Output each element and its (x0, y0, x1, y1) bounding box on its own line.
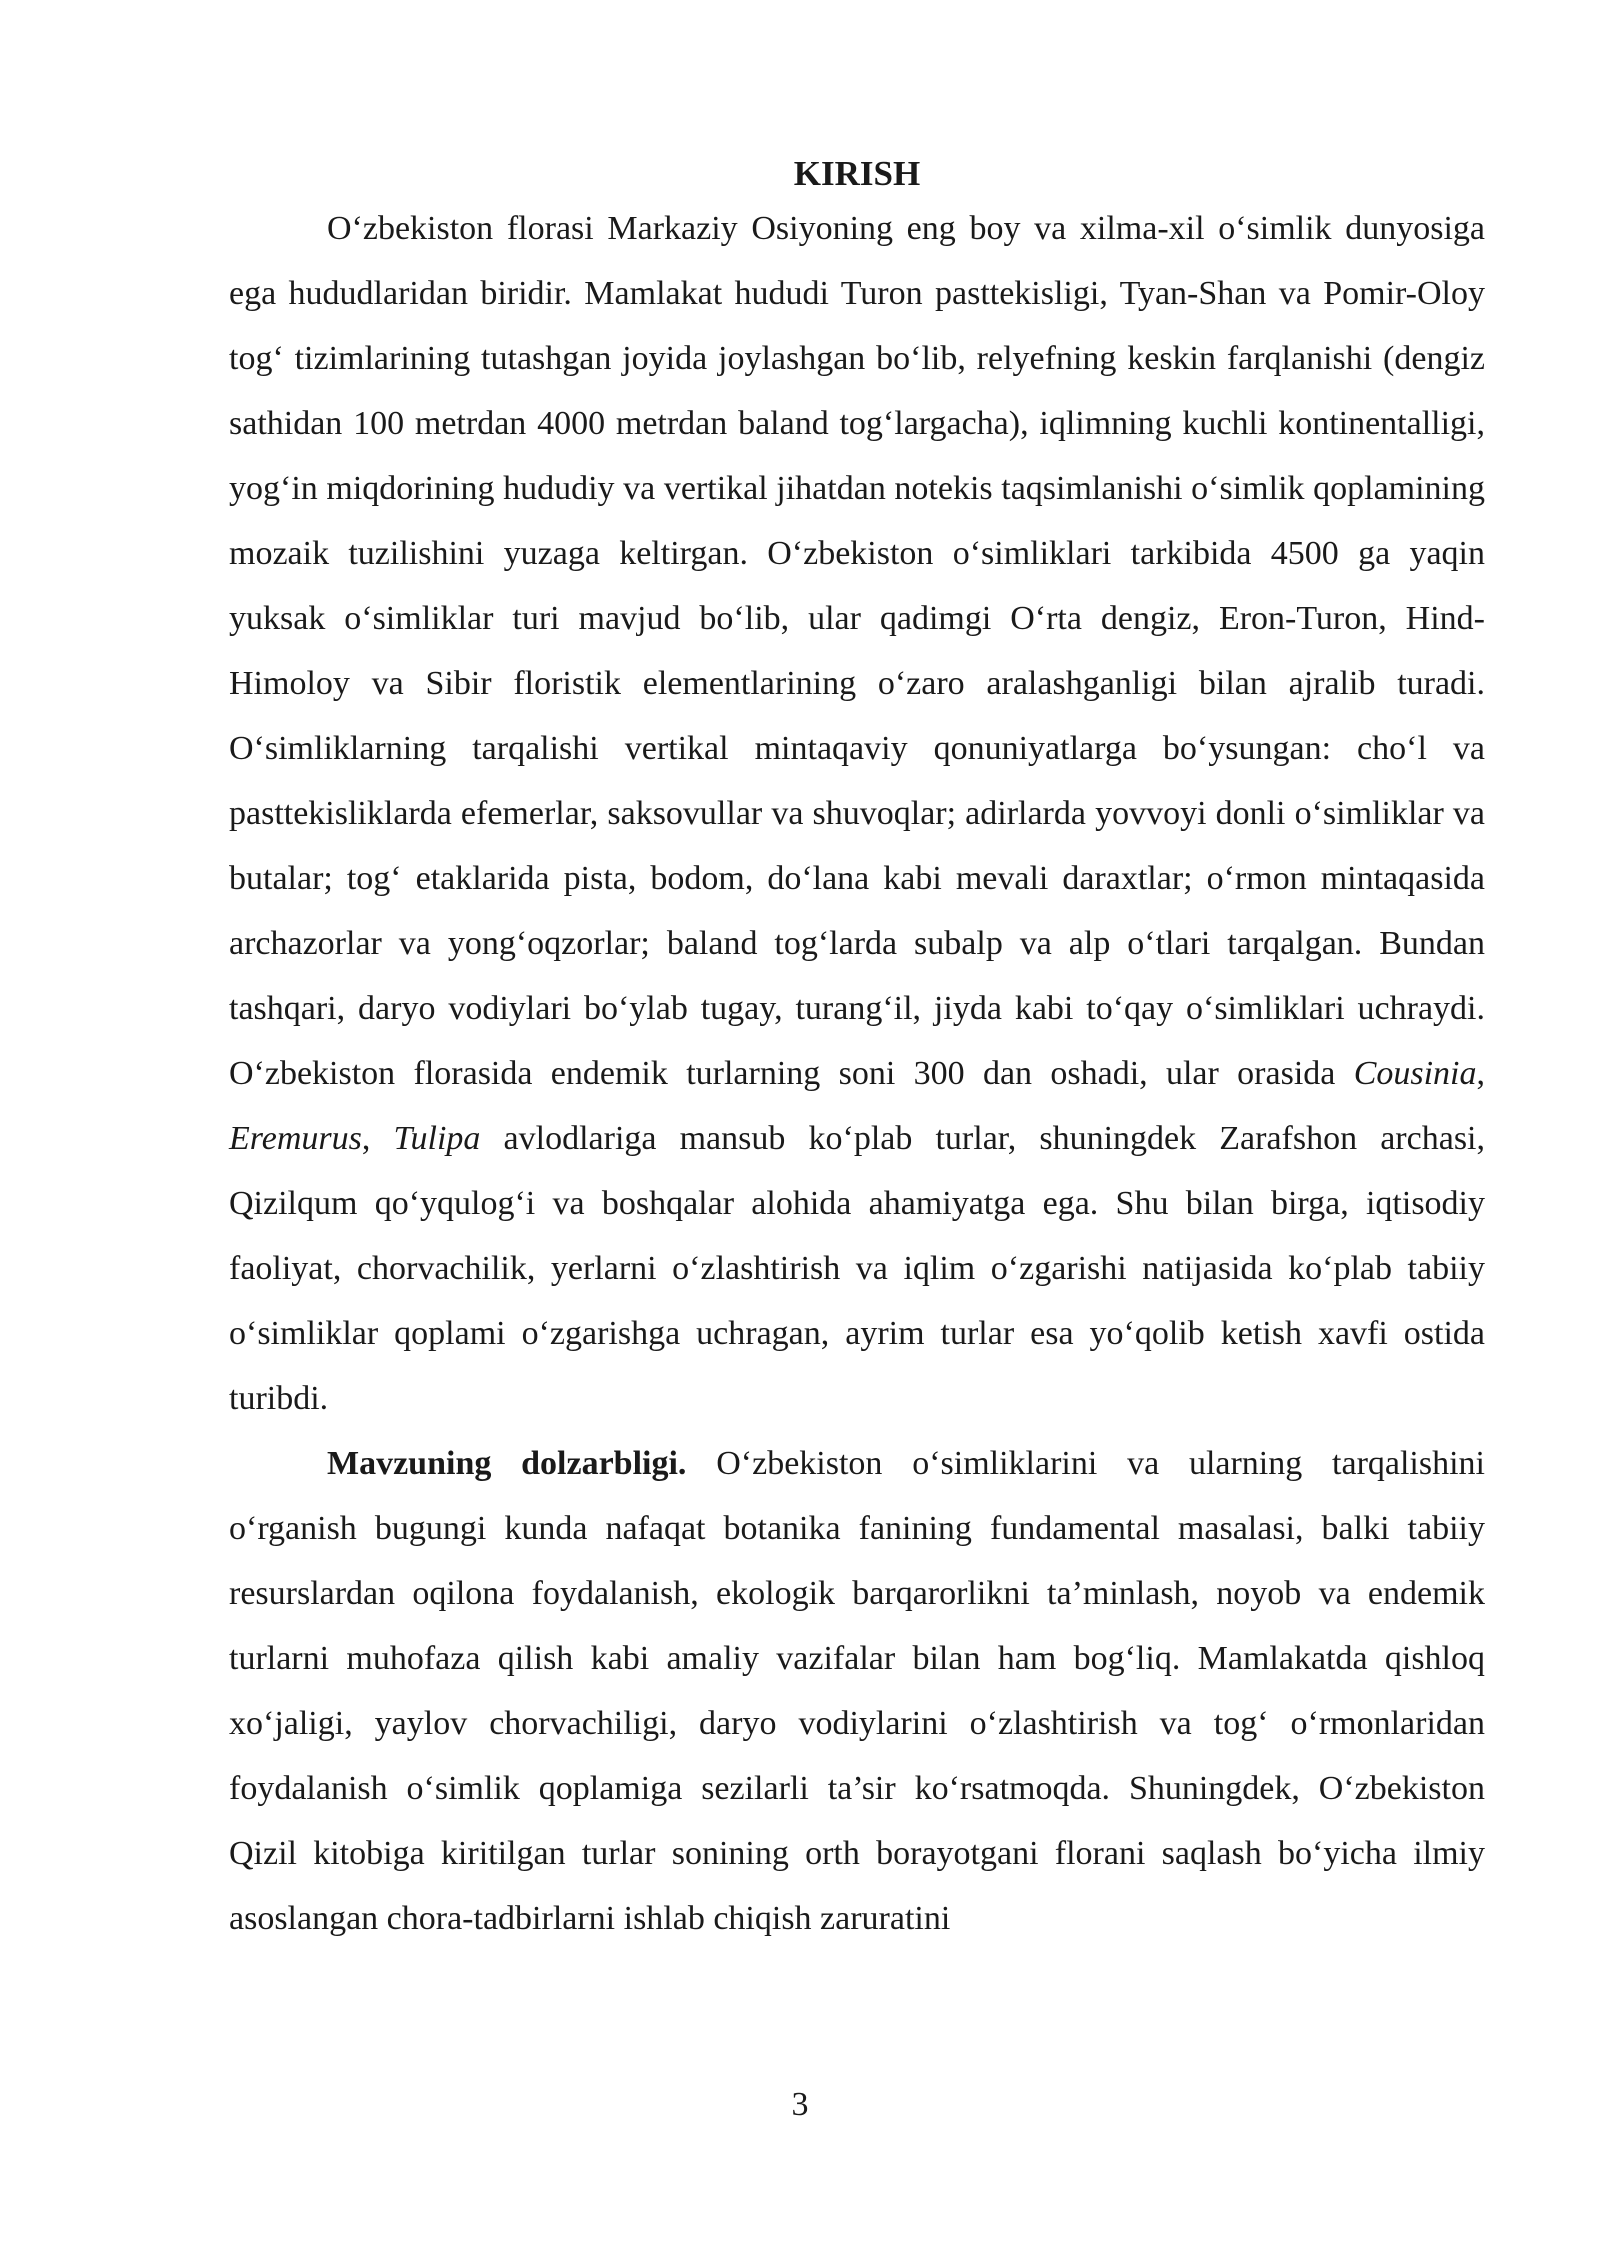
relevance-heading: Mavzuning dolzarbligi. (327, 1445, 687, 1482)
intro-text-end: avlodlariga mansub ko‘plab turlar, shuningdek Zarafshon archasi, Qizilqum qo‘yqulog‘i va boshqalar alohida ahamiyatga ega. Shu bilan birga, iqtisodiy faoliyat, chorvachilik, yerlarni o‘zlashtirish va iqlim o‘zgarishi natijasida ko‘plab tabiiy o‘simliklar qoplami o‘zgarishga uchragan, ayrim turlar esa yo‘qolib ketish xavfi ostida turibdi. (229, 1120, 1485, 1417)
genus-tulipa: Tulipa (393, 1120, 481, 1157)
document-page (229, 152, 1485, 1951)
section-heading: KIRISH (793, 154, 921, 193)
genus-separator: , (1476, 1055, 1485, 1092)
intro-paragraph (229, 196, 1485, 1431)
genus-separator: , (361, 1120, 394, 1157)
intro-text-start: O‘zbekiston florasi Markaziy Osiyoning eng boy va xilma-xil o‘simlik dunyosiga ega hududlaridan biridir. Mamlakat hududi Turon pasttekisligi, Tyan-Shan va Pomir-Oloy tog‘ tizimlarining tutashgan joyida joylashgan bo‘lib, relyefning keskin farqlanishi (dengiz sathidan 100 metrdan 4000 metrdan baland tog‘largacha), iqlimning kuchli kontinentalligi, yog‘in miqdorining hududiy va vertikal jihatdan notekis taqsimlanishi o‘simlik qoplamining mozaik tuzilishini yuzaga keltirgan. O‘zbekiston o‘simliklari tarkibida 4500 ga yaqin yuksak o‘simliklar turi mavjud bo‘lib, ular qadimgi O‘rta dengiz, Eron-Turon, Hind-Himoloy va Sibir floristik elementlarining o‘zaro aralashganligi bilan ajralib turadi. O‘simliklarning tarqalishi vertikal mintaqaviy qonuniyatlarga bo‘ysungan: cho‘l va pasttekisliklarda efemerlar, saksovullar va shuvoqlar; adirlarda yovvoyi donli o‘simliklar va butalar; tog‘ etaklarida pista, bodom, do‘lana kabi mevali daraxtlar; o‘rmon mintaqasida archazorlar va yong‘oqzorlar; baland tog‘larda subalp va alp o‘tlari tarqalgan. Bundan tashqari, daryo vodiylari bo‘ylab tugay, turang‘il, jiyda kabi to‘qay o‘simliklari uchraydi. O‘zbekiston florasida endemik turlarning soni 300 dan oshadi, ular orasida (229, 210, 1485, 1092)
relevance-text: O‘zbekiston o‘simliklarini va ularning tarqalishini o‘rganish bugungi kunda nafaqat botanika fanining fundamental masalasi, balki tabiiy resurslardan oqilona foydalanish, ekologik barqarorlikni ta’minlash, noyob va endemik turlarni muhofaza qilish kabi amaliy vazifalar bilan ham bog‘liq. Mamlakatda qishloq xo‘jaligi, yaylov chorvachiligi, daryo vodiylarini o‘zlashtirish va tog‘ o‘rmonlaridan foydalanish o‘simlik qoplamiga sezilarli ta’sir ko‘rsatmoqda. Shuningdek, O‘zbekiston Qizil kitobiga kiritilgan turlar sonining orth borayotgani florani saqlash bo‘yicha ilmiy asoslangan chora-tadbirlarni ishlab chiqish zaruratini (229, 1445, 1486, 1937)
relevance-paragraph (229, 1431, 1485, 1951)
page-number: 3 (791, 2086, 809, 2123)
genus-eremurus: Eremurus (229, 1120, 362, 1157)
genus-cousinia: Cousinia (1353, 1055, 1477, 1092)
